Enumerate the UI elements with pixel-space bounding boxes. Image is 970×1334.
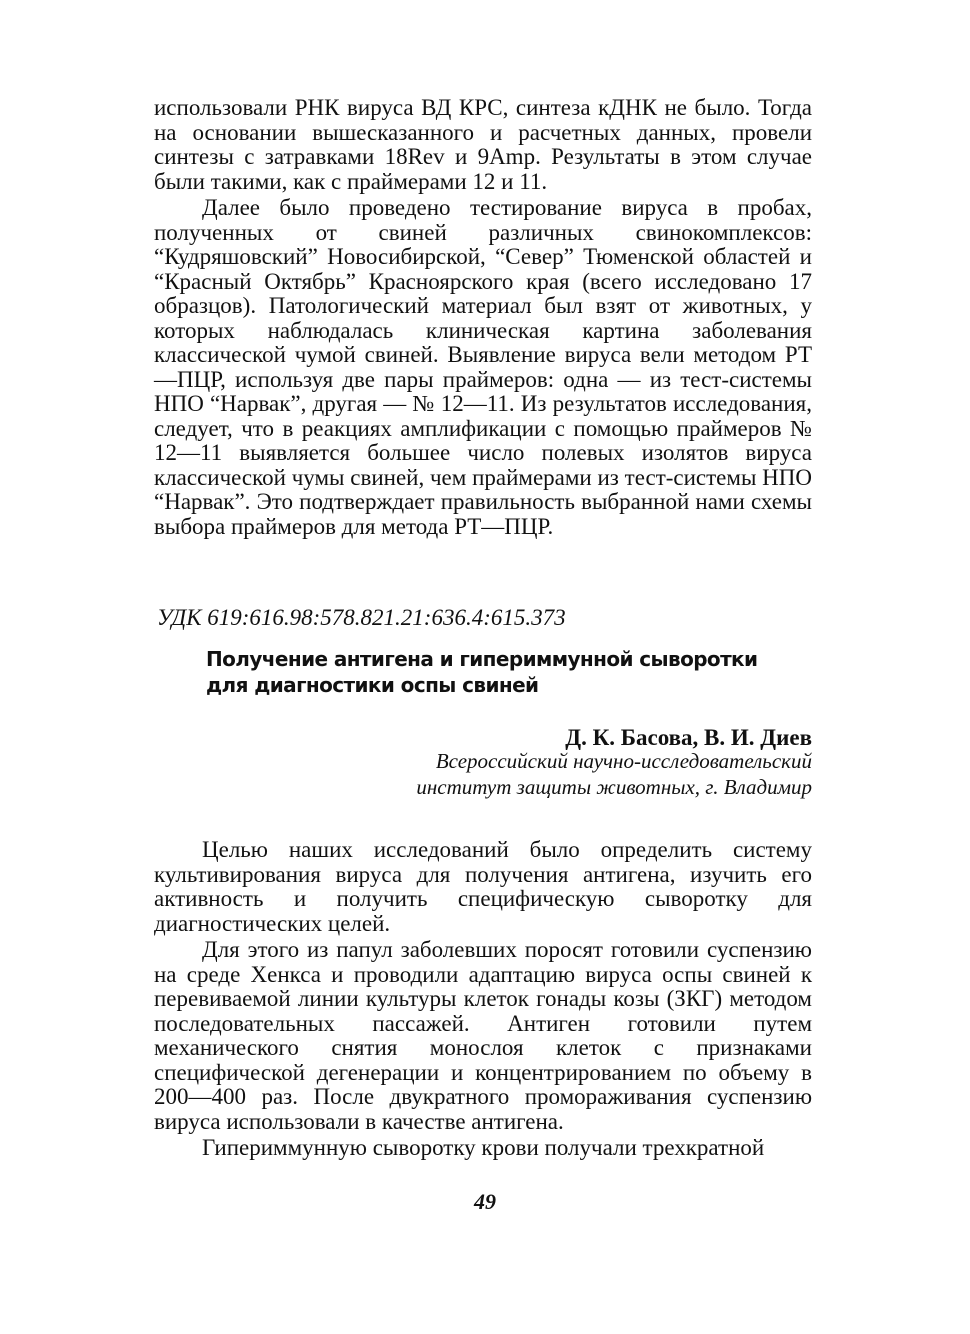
affiliation-line: Всероссийский научно-исследовательский bbox=[435, 749, 812, 773]
paragraph: Далее было проведено тестирование вируса в пробах, полученных от свиней различных свинокомплексов: “Кудряшовский” Новосибирской, “Север” Тюменской областей и “Красный Октябрь” Красноярского края (всего исследовано 17 образцов). Патологический материал был взят от животных, у которых наблюдалась клиническая картина заболевания классической чумой свиней. Выявление вируса вели методом РТ—ПЦР, используя две пары праймеров: одна — из тест-системы НПО “Нарвак”, другая — № 12—11. Из результатов исследования, следует, что в реакциях амплификации с помощью праймеров № 12—11 выявляется большее число полевых изолятов вируса классической чумы свиней, чем праймерами из тест-системы НПО “Нарвак”. Это подтверждает правильность выбранной нами схемы выбора праймеров для метода РТ—ПЦР. bbox=[154, 195, 812, 539]
article-title: Получение антигена и гипериммунной сыворотки для диагностики оспы свиней bbox=[206, 647, 758, 697]
paragraph: Целью наших исследований было определить систему культивирования вируса для получения антигена, изучить его активность и получить специфическую сыворотку для диагностических целей. bbox=[154, 837, 812, 936]
previous-article-text bbox=[154, 96, 812, 539]
article-body bbox=[154, 838, 812, 1161]
author-affiliation bbox=[416, 748, 812, 800]
paragraph: Гипериммунную сыворотку крови получали трехкратной bbox=[202, 1135, 765, 1160]
affiliation-line: институт защиты животных, г. Владимир bbox=[416, 775, 812, 799]
paragraph: использовали РНК вируса ВД КРС, синтеза кДНК не было. Тогда на основании вышесказанного и расчетных данных, провели синтезы с затравками 18Rev и 9Amp. Результаты в этом случае были такими, как с праймерами 12 и 11. bbox=[154, 95, 812, 194]
udc-code: УДК 619:616.98:578.821.21:636.4:615.373 bbox=[157, 605, 566, 630]
paragraph: Для этого из папул заболевших поросят готовили суспензию на среде Хенкса и проводили адаптацию вируса оспы свиней к перевиваемой линии культуры клеток гонады козы (ЗКГ) методом последовательных пассажей. Антиген готовили путем механического снятия монослоя клеток с признаками специфической дегенерации и концентрированием по объему в 200—400 раз. После двукратного промораживания суспензию вируса использовали в качестве антигена. bbox=[154, 937, 812, 1134]
article-authors: Д. К. Басова, В. И. Диев bbox=[565, 725, 812, 750]
page-number: 49 bbox=[474, 1189, 496, 1214]
